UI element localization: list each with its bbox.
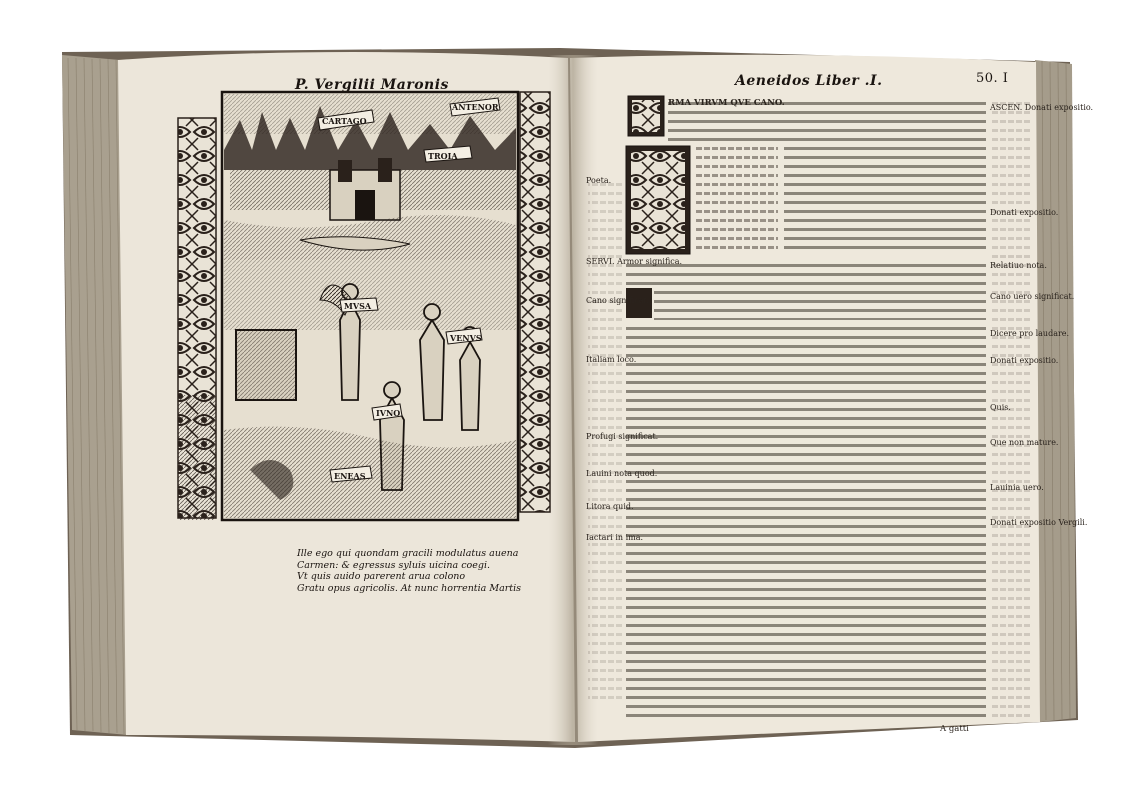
margin-note: Profugi significat. — [586, 432, 659, 441]
margin-note: Donati expositio Vergili. — [990, 518, 1088, 527]
margin-note: Que non mature. — [990, 438, 1059, 447]
woodcut-illustration — [222, 92, 518, 520]
verse-line: Vt quis auido parerent arua colono — [297, 571, 466, 582]
verse-lines — [297, 548, 547, 594]
woodcut-label: MVSA — [344, 301, 372, 311]
catchword: A gatti — [940, 724, 969, 734]
margin-note: Donati expositio. — [990, 356, 1059, 365]
margin-notes-left — [586, 176, 682, 542]
folio-number: 50. I — [976, 71, 1009, 86]
woodcut-label: VENVS — [450, 333, 482, 343]
woodcut-label: TROIA — [428, 151, 458, 161]
woodcut-label: ANTENOR — [452, 102, 499, 112]
margin-note: Italiam loco. — [586, 355, 637, 364]
verse-line: Carmen: & egressus syluis uicina coegi. — [297, 559, 491, 571]
margin-notes-right — [990, 103, 1093, 527]
margin-note: Quis. — [990, 403, 1011, 412]
margin-note: Cano significat. — [586, 296, 650, 305]
woodcut-label: IVNO — [376, 408, 401, 418]
margin-note: Lauini nota quod. — [586, 469, 658, 478]
margin-note: Litora quid. — [586, 502, 634, 511]
margin-note: Relatiuo nota. — [990, 261, 1047, 270]
verse-text — [694, 147, 778, 255]
margin-note: SERVI. Armor significa. — [586, 257, 683, 266]
margin-note: ASCEN. Donati expositio. — [990, 103, 1094, 112]
running-head-right: Aeneidos Liber .I. — [735, 73, 883, 89]
margin-note: Donati expositio. — [990, 208, 1059, 217]
opening-line: RMA VIRVM QVE CANO. — [668, 98, 785, 108]
margin-note: Dicere pro laudare. — [990, 329, 1070, 338]
margin-note: Cano uero significat. — [990, 292, 1075, 301]
ornamental-border-right — [520, 92, 550, 512]
verse-line: Ille ego qui quondam gracili modulatus auena — [297, 548, 519, 559]
verse-line: Gratu opus agricolis. At nunc horrentia Martis — [297, 582, 522, 594]
margin-note: Iactari in ima. — [586, 533, 644, 542]
margin-note: Poeta. — [586, 176, 612, 185]
woodcut-label: CARTAGO — [322, 116, 367, 126]
commentary-text — [784, 147, 986, 255]
woodcut-label: ENEAS — [334, 471, 366, 481]
running-head-left: P. Vergilii Maronis — [295, 77, 449, 93]
margin-note: Lauinia uero. — [990, 483, 1044, 492]
